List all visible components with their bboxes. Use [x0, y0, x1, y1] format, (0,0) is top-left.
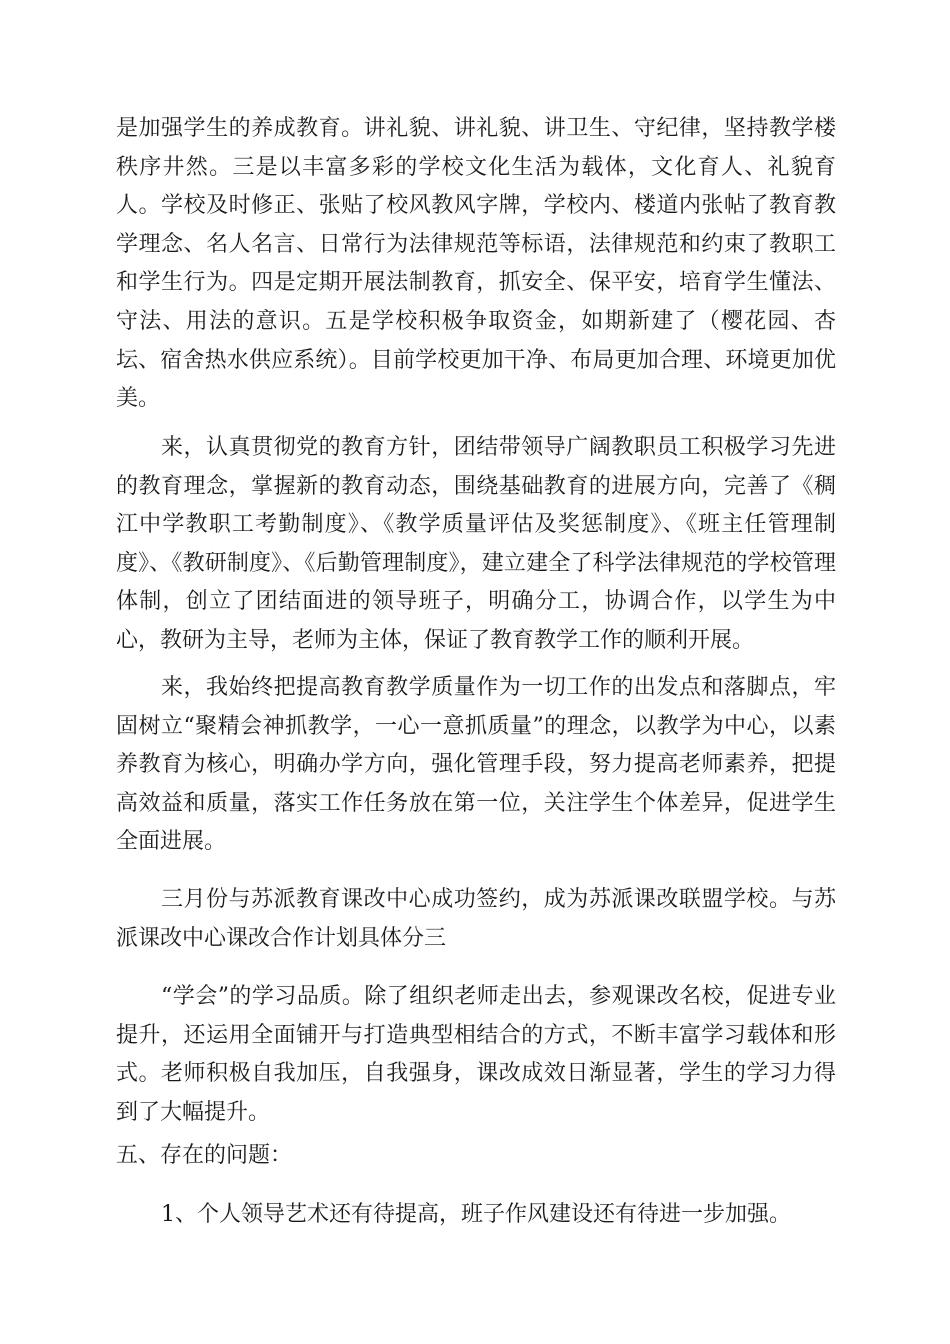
section-heading: 五、存在的问题： [116, 1143, 293, 1168]
paragraph-3: 来，我始终把提高教育教学质量作为一切工作的出发点和落脚点，牢固树立“聚精会神抓教学，一心一意抓质量”的理念，以教学为中心，以素养教育为核心，明确办学方向，强化管理手段，努力提高老师素养，把提高效益和质量，落实工作任务放在第一位，关注学生个体差异，促进学生全面进展。 [116, 675, 836, 855]
paragraph-1: 是加强学生的养成教育。讲礼貌、讲礼貌、讲卫生、守纪律，坚持教学楼秩序井然。三是以丰富多彩的学校文化生活为载体，文化育人、礼貌育人。学校及时修正、张贴了校风教风字牌，学校内、楼道内张帖了教育教学理念、名人名言、日常行为法律规范等标语，法律规范和约束了教职工和学生行为。四是定期开展法制教育，抓安全、保平安，培育学生懂法、守法、用法的意识。五是学校积极争取资金，如期新建了（樱花园、杏坛、宿舍热水供应系统）。目前学校更加干净、布局更加合理、环境更加优美。 [116, 116, 836, 412]
paragraph-2: 来，认真贯彻党的教育方针，团结带领导广阔教职员工积极学习先进的教育理念，掌握新的教育动态，围绕基础教育的进展方向，完善了《稠江中学教职工考勤制度》、《教学质量评估及奖惩制度》、《班主任管理制度》、《教研制度》、《后勤管理制度》，建立建全了科学法律规范的学校管理体制，创立了团结面进的领导班子，明确分工，协调合作，以学生为中心，教研为主导，老师为主体，保证了教育教学工作的顺利开展。 [116, 435, 836, 653]
list-item-1: 1、个人领导艺术还有待提高，班子作风建设还有待进一步加强。 [161, 1202, 791, 1227]
paragraph-4: 三月份与苏派教育课改中心成功签约，成为苏派课改联盟学校。与苏派课改中心课改合作计划具体分三 [116, 887, 836, 951]
paragraph-5: “学会”的学习品质。除了组织老师走出去，参观课改名校，促进专业提升，还运用全面铺开与打造典型相结合的方式，不断丰富学习载体和形式。老师积极自我加压，自我强身，课改成效日渐显著，学生的学习力得到了大幅提升。 [116, 984, 836, 1125]
